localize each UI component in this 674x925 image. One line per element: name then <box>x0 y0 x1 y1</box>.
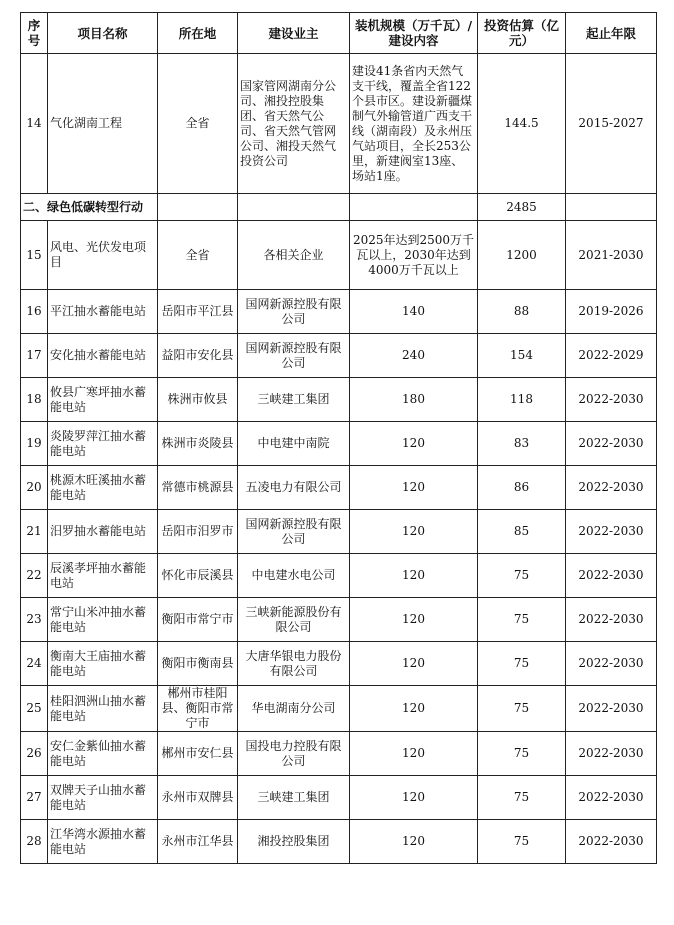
cell-scale: 120 <box>350 422 478 466</box>
cell-no: 15 <box>21 221 48 290</box>
cell-no: 27 <box>21 776 48 820</box>
table-row <box>21 466 657 510</box>
cell-name: 常宁山米冲抽水蓄能电站 <box>48 598 158 642</box>
cell-location: 郴州市安仁县 <box>158 732 238 776</box>
cell-location: 株洲市攸县 <box>158 378 238 422</box>
table-row <box>21 776 657 820</box>
cell-owner: 五凌电力有限公司 <box>238 466 350 510</box>
cell-no: 17 <box>21 334 48 378</box>
header-owner: 建设业主 <box>238 13 350 54</box>
cell-scale: 120 <box>350 820 478 864</box>
cell-invest: 75 <box>478 820 566 864</box>
cell-scale: 240 <box>350 334 478 378</box>
cell-name: 安化抽水蓄能电站 <box>48 334 158 378</box>
cell-name: 平江抽水蓄能电站 <box>48 290 158 334</box>
cell-name: 辰溪孝坪抽水蓄能电站 <box>48 554 158 598</box>
cell-location: 常德市桃源县 <box>158 466 238 510</box>
cell-no: 16 <box>21 290 48 334</box>
cell-invest: 86 <box>478 466 566 510</box>
cell-scale: 120 <box>350 598 478 642</box>
cell-location: 全省 <box>158 54 238 194</box>
cell-owner: 国投电力控股有限公司 <box>238 732 350 776</box>
cell-location: 益阳市安化县 <box>158 334 238 378</box>
cell-owner: 三峡新能源股份有限公司 <box>238 598 350 642</box>
cell-location: 全省 <box>158 221 238 290</box>
cell-period: 2022-2030 <box>566 510 657 554</box>
cell-scale: 建设41条省内天然气支干线，覆盖全省122个县市区。建设新疆煤制气外输管道广西支干线（湖南段）及永州压气站项目，全长253公里，新建阀室13座、场站1座。 <box>350 54 478 194</box>
cell-name: 攸县广寒坪抽水蓄能电站 <box>48 378 158 422</box>
cell-location: 岳阳市平江县 <box>158 290 238 334</box>
table-row <box>21 290 657 334</box>
cell-invest: 75 <box>478 732 566 776</box>
cell-no: 25 <box>21 686 48 732</box>
cell-no: 26 <box>21 732 48 776</box>
cell-owner: 大唐华银电力股份有限公司 <box>238 642 350 686</box>
cell-invest: 75 <box>478 554 566 598</box>
cell-owner: 三峡建工集团 <box>238 378 350 422</box>
cell-owner: 三峡建工集团 <box>238 776 350 820</box>
cell-location: 岳阳市汨罗市 <box>158 510 238 554</box>
cell-scale: 120 <box>350 642 478 686</box>
cell-no: 14 <box>21 54 48 194</box>
table-row <box>21 598 657 642</box>
cell-no: 23 <box>21 598 48 642</box>
cell-name: 桃源木旺溪抽水蓄能电站 <box>48 466 158 510</box>
cell-name: 安仁金紫仙抽水蓄能电站 <box>48 732 158 776</box>
header-location: 所在地 <box>158 13 238 54</box>
cell-location: 永州市双牌县 <box>158 776 238 820</box>
cell-invest: 75 <box>478 598 566 642</box>
table-row <box>21 378 657 422</box>
cell-scale: 120 <box>350 466 478 510</box>
cell-period: 2021-2030 <box>566 221 657 290</box>
cell-name: 江华湾水源抽水蓄能电站 <box>48 820 158 864</box>
table-row <box>21 732 657 776</box>
cell-owner: 华电湖南分公司 <box>238 686 350 732</box>
cell-period: 2015-2027 <box>566 54 657 194</box>
project-table <box>20 12 657 864</box>
cell-invest: 85 <box>478 510 566 554</box>
cell-owner: 中电建中南院 <box>238 422 350 466</box>
cell-owner: 国家管网湖南分公司、湘投控股集团、省天然气公司、省天然气管网公司、湘投天然气投资公司 <box>238 54 350 194</box>
cell-invest: 75 <box>478 686 566 732</box>
cell-location: 永州市江华县 <box>158 820 238 864</box>
section-empty-period <box>566 194 657 221</box>
cell-location: 株洲市炎陵县 <box>158 422 238 466</box>
header-row <box>21 13 657 54</box>
section-title: 二、绿色低碳转型行动 <box>21 194 158 221</box>
cell-period: 2022-2030 <box>566 466 657 510</box>
cell-invest: 118 <box>478 378 566 422</box>
cell-period: 2022-2030 <box>566 422 657 466</box>
header-period: 起止年限 <box>566 13 657 54</box>
table-row <box>21 510 657 554</box>
cell-owner: 湘投控股集团 <box>238 820 350 864</box>
cell-invest: 83 <box>478 422 566 466</box>
table-row <box>21 334 657 378</box>
section-invest: 2485 <box>478 194 566 221</box>
cell-scale: 180 <box>350 378 478 422</box>
cell-owner: 国网新源控股有限公司 <box>238 334 350 378</box>
table-row <box>21 820 657 864</box>
cell-invest: 88 <box>478 290 566 334</box>
cell-scale: 2025年达到2500万千瓦以上，2030年达到4000万千瓦以上 <box>350 221 478 290</box>
section-empty-owner <box>238 194 350 221</box>
header-no: 序号 <box>21 13 48 54</box>
cell-period: 2022-2030 <box>566 378 657 422</box>
cell-name: 风电、光伏发电项目 <box>48 221 158 290</box>
cell-no: 20 <box>21 466 48 510</box>
cell-scale: 120 <box>350 686 478 732</box>
cell-period: 2022-2030 <box>566 554 657 598</box>
cell-location: 衡阳市衡南县 <box>158 642 238 686</box>
cell-invest: 144.5 <box>478 54 566 194</box>
cell-name: 气化湖南工程 <box>48 54 158 194</box>
cell-invest: 75 <box>478 642 566 686</box>
cell-owner: 国网新源控股有限公司 <box>238 510 350 554</box>
cell-owner: 各相关企业 <box>238 221 350 290</box>
table-row <box>21 686 657 732</box>
cell-period: 2022-2030 <box>566 642 657 686</box>
cell-name: 双牌天子山抽水蓄能电站 <box>48 776 158 820</box>
cell-scale: 140 <box>350 290 478 334</box>
table-row <box>21 422 657 466</box>
cell-location: 郴州市桂阳县、衡阳市常宁市 <box>158 686 238 732</box>
cell-scale: 120 <box>350 554 478 598</box>
cell-invest: 154 <box>478 334 566 378</box>
header-name: 项目名称 <box>48 13 158 54</box>
cell-period: 2019-2026 <box>566 290 657 334</box>
section-empty-scale <box>350 194 478 221</box>
cell-no: 24 <box>21 642 48 686</box>
cell-name: 桂阳泗洲山抽水蓄能电站 <box>48 686 158 732</box>
cell-no: 22 <box>21 554 48 598</box>
cell-period: 2022-2030 <box>566 598 657 642</box>
header-scale: 装机规模（万千瓦）/建设内容 <box>350 13 478 54</box>
cell-invest: 1200 <box>478 221 566 290</box>
table-row <box>21 221 657 290</box>
cell-name: 炎陵罗萍江抽水蓄能电站 <box>48 422 158 466</box>
cell-period: 2022-2030 <box>566 776 657 820</box>
cell-invest: 75 <box>478 776 566 820</box>
cell-name: 衡南大王庙抽水蓄能电站 <box>48 642 158 686</box>
cell-period: 2022-2030 <box>566 686 657 732</box>
cell-location: 衡阳市常宁市 <box>158 598 238 642</box>
header-invest: 投资估算（亿元） <box>478 13 566 54</box>
cell-period: 2022-2030 <box>566 732 657 776</box>
cell-location: 怀化市辰溪县 <box>158 554 238 598</box>
table-row <box>21 554 657 598</box>
cell-scale: 120 <box>350 776 478 820</box>
cell-owner: 国网新源控股有限公司 <box>238 290 350 334</box>
cell-no: 18 <box>21 378 48 422</box>
cell-period: 2022-2029 <box>566 334 657 378</box>
cell-owner: 中电建水电公司 <box>238 554 350 598</box>
cell-no: 28 <box>21 820 48 864</box>
table-row <box>21 54 657 194</box>
cell-scale: 120 <box>350 510 478 554</box>
section-row <box>21 194 657 221</box>
section-empty-location <box>158 194 238 221</box>
cell-name: 汨罗抽水蓄能电站 <box>48 510 158 554</box>
cell-no: 19 <box>21 422 48 466</box>
table-row <box>21 642 657 686</box>
cell-period: 2022-2030 <box>566 820 657 864</box>
cell-scale: 120 <box>350 732 478 776</box>
cell-no: 21 <box>21 510 48 554</box>
